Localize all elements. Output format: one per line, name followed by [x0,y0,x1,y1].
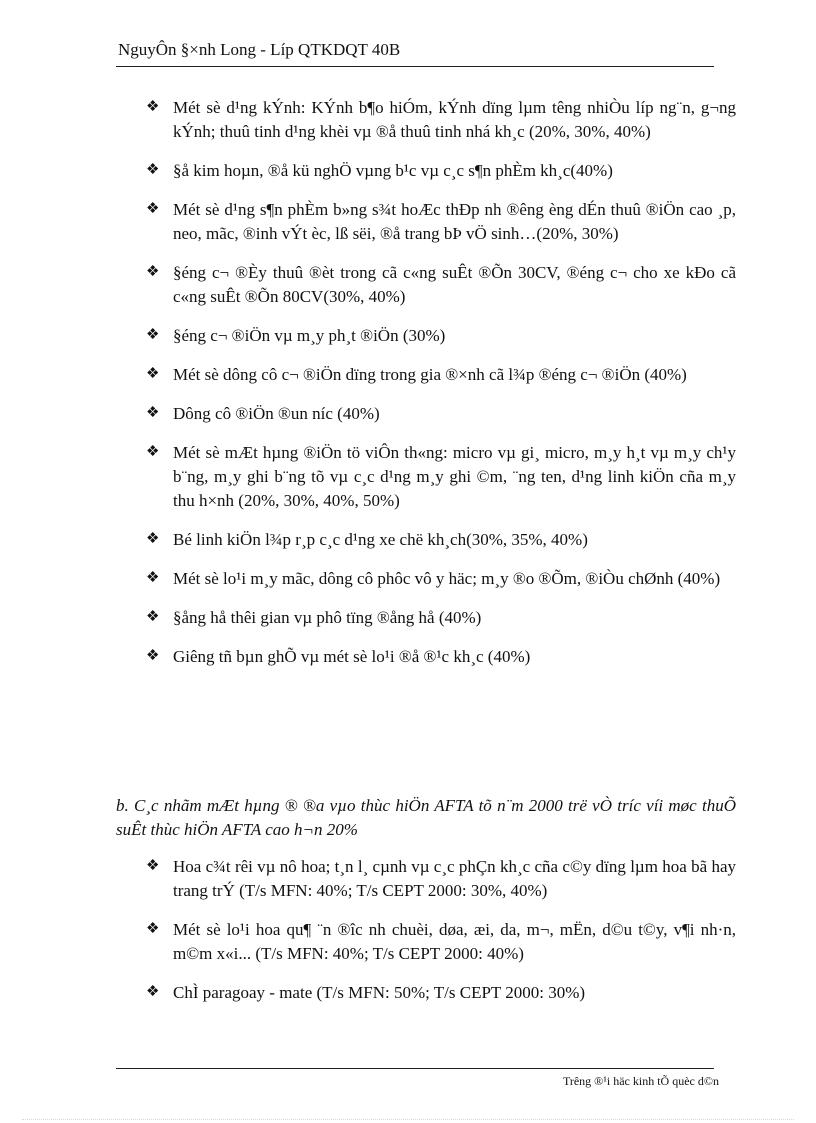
list-item-text: §ång hå thêi gian vµ phô tïng ®ång hå (40%) [173,608,482,627]
list-item-text: Mét sè d¹ng s¶n phÈm b»ng s¾t hoÆc thÐp nh ®êng èng dÉn thuû ®iÖn cao ¸p, neo, mãc, ®inh vÝt èc, lß sëi, ®å trang bÞ vÖ sinh…(20%, 30%) [173,200,736,243]
diamond-bullet-icon: ❖ [146,99,160,115]
footer-divider [116,1068,714,1069]
product-list-b [146,855,736,1020]
list-item [146,96,736,144]
diamond-bullet-icon: ❖ [146,858,160,874]
list-item-text: Hoa c¾t rêi vµ nô hoa; t¸n l¸ cµnh vµ c¸c phÇn kh¸c cña c©y dïng lµm hoa bã hay trang trÝ (T/s MFN: 40%; T/s CEPT 2000: 30%, 40%) [173,857,736,900]
list-item-text: §å kim hoµn, ®å kü nghÖ vµng b¹c vµ c¸c s¶n phÈm kh¸c(40%) [173,161,613,180]
product-list-a [146,96,736,684]
diamond-bullet-icon: ❖ [146,327,160,343]
diamond-bullet-icon: ❖ [146,648,160,664]
diamond-bullet-icon: ❖ [146,921,160,937]
list-item [146,528,736,552]
list-item [146,855,736,903]
list-item [146,606,736,630]
list-item-text: Mét sè lo¹i hoa qu¶ ¨n ®îc nh chuèi, døa, æi, da, m¬, mËn, d©u t©y, v¶i nh·n, m©m x«i... (T/s MFN: 40%; T/s CEPT 2000: 40%) [173,920,736,963]
diamond-bullet-icon: ❖ [146,609,160,625]
diamond-bullet-icon: ❖ [146,366,160,382]
list-item-text: Mét sè mÆt hµng ®iÖn tö viÔn th«ng: micro vµ gi¸ micro, m¸y h¸t vµ m¸y ch¹y b¨ng, m¸y ghi b¨ng tõ vµ c¸c d¹ng m¸y ghi ©m, ¨ng ten, d¹ng linh kiÖn cña m¸y thu h×nh (20%, 30%, 40%, 50%) [173,443,736,510]
list-item-text: Dông cô ®iÖn ®un níc (40%) [173,404,380,423]
diamond-bullet-icon: ❖ [146,531,160,547]
list-item [146,402,736,426]
diamond-bullet-icon: ❖ [146,444,160,460]
header-divider [116,66,714,67]
list-item-text: Mét sè lo¹i m¸y mãc, dông cô phôc vô y häc; m¸y ®o ®Õm, ®iÒu chØnh (40%) [173,569,721,588]
list-item-text: §éng c¬ ®Èy thuû ®èt trong cã c«ng suÊt ®Õn 30CV, ®éng c¬ cho xe kÐo cã c«ng suÊt ®Õn 80CV(30%, 40%) [173,263,736,306]
diamond-bullet-icon: ❖ [146,984,160,1000]
list-item [146,363,736,387]
diamond-bullet-icon: ❖ [146,570,160,586]
list-item [146,645,736,669]
diamond-bullet-icon: ❖ [146,162,160,178]
diamond-bullet-icon: ❖ [146,201,160,217]
diamond-bullet-icon: ❖ [146,405,160,421]
list-item [146,918,736,966]
list-item [146,159,736,183]
list-item [146,324,736,348]
list-item-text: Mét sè dông cô c¬ ®iÖn dïng trong gia ®×nh cã l¾p ®éng c¬ ®iÖn (40%) [173,365,687,384]
list-item-text: ChÌ paragoay - mate (T/s MFN: 50%; T/s CEPT 2000: 30%) [173,983,586,1002]
list-item-text: Giêng tñ bµn ghÕ vµ mét sè lo¹i ®å ®¹c kh¸c (40%) [173,647,531,666]
list-item [146,261,736,309]
page-bottom-edge [22,1119,794,1120]
list-item [146,981,736,1005]
list-item [146,198,736,246]
page-header: NguyÔn §×nh Long - Líp QTKDQT 40B [118,40,401,59]
section-b-heading: b. C¸c nhãm mÆt hµng ® ®a vµo thùc hiÖn AFTA tõ n¨m 2000 trë vÒ tríc víi møc thuÕ suÊt thùc hiÖn AFTA cao h¬n 20% [116,796,736,839]
list-item-text: Mét sè d¹ng kÝnh: KÝnh b¶o hiÓm, kÝnh dïng lµm têng nhiÒu líp ng¨n, g¬ng kÝnh; thuû tinh d¹ng khèi vµ ®å thuû tinh nhá kh¸c (20%, 30%, 40%) [173,98,736,141]
list-item-text: §éng c¬ ®iÖn vµ m¸y ph¸t ®iÖn (30%) [173,326,446,345]
page-footer: Trêng ®¹i häc kinh tÕ quèc d©n [562,1074,719,1088]
list-item [146,567,736,591]
list-item-text: Bé linh kiÖn l¾p r¸p c¸c d¹ng xe chë kh¸ch(30%, 35%, 40%) [173,530,588,549]
list-item [146,441,736,513]
diamond-bullet-icon: ❖ [146,264,160,280]
